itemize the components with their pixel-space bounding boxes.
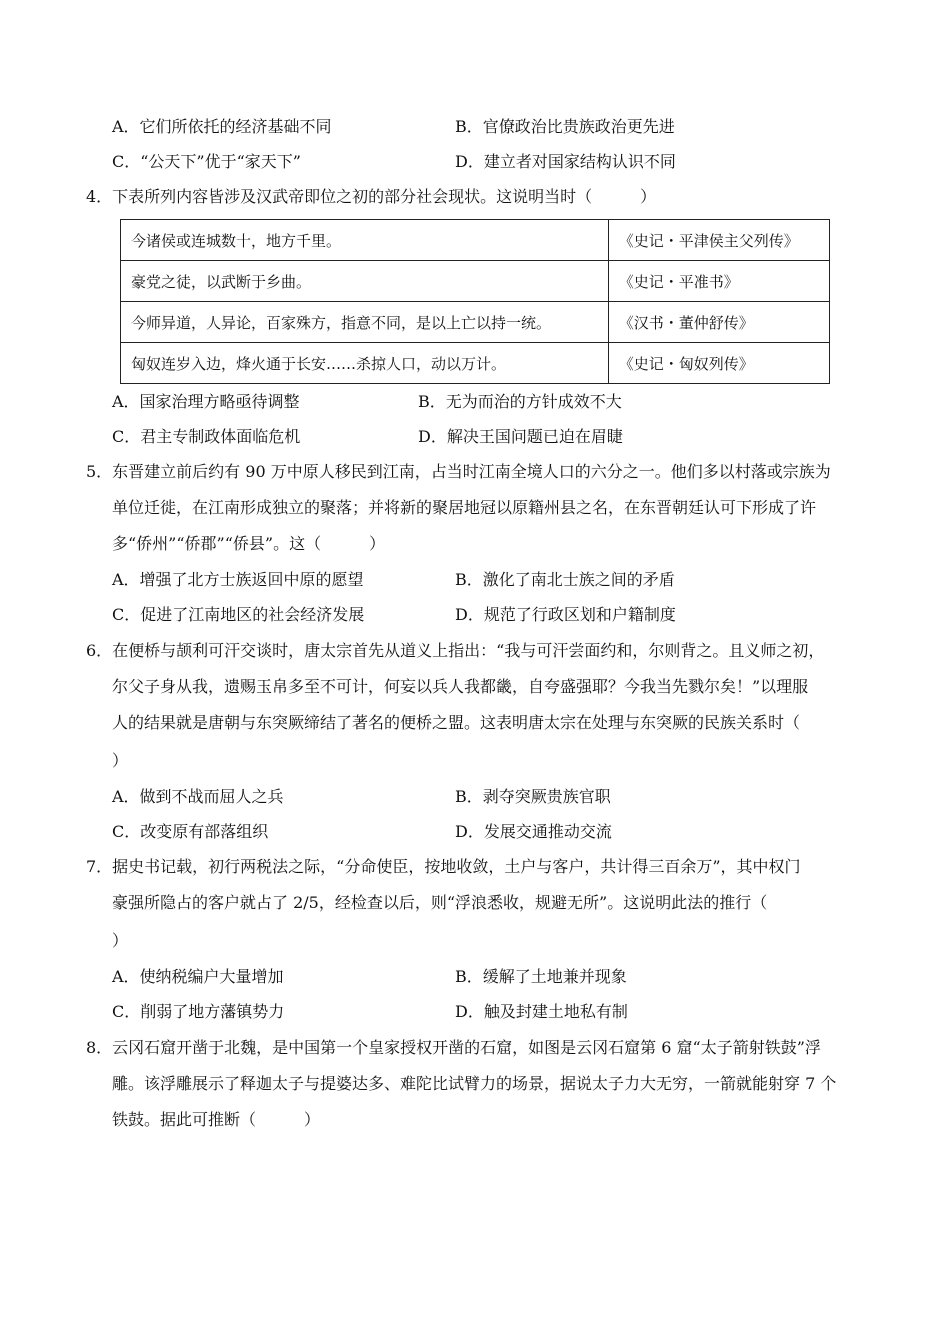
q6-option-a: A．做到不战而屈人之兵 <box>112 787 284 806</box>
q5-option-a: A．增强了北方士族返回中原的愿望 <box>112 570 364 589</box>
table-cell-source: 《汉书・董仲舒传》 <box>608 302 829 343</box>
q7-option-a: A．使纳税编户大量增加 <box>112 967 284 986</box>
q3-option-c: C．“公天下”优于“家天下” <box>112 152 301 171</box>
q4-option-a: A．国家治理方略亟待调整 <box>112 392 300 411</box>
q4-stem: 4．下表所列内容皆涉及汉武帝即位之初的部分社会现状。这说明当时（ ） <box>86 187 657 206</box>
q6-stem-line: 人的结果就是唐朝与东突厥缔结了著名的便桥之盟。这表明唐太宗在处理与东突厥的民族关系时（ <box>112 713 801 732</box>
q6-option-b: B．剥夺突厥贵族官职 <box>455 787 611 806</box>
table-cell-text: 匈奴连岁入边，烽火通于长安……杀掠人口，动以万计。 <box>121 343 609 384</box>
table-row <box>121 261 830 302</box>
q6-stem-line: ） <box>112 751 129 770</box>
table-cell-source: 《史记・平津侯主父列传》 <box>608 220 829 261</box>
q8-stem-line: 8．云冈石窟开凿于北魏，是中国第一个皇家授权开凿的石窟，如图是云冈石窟第 6 窟“太子箭射铁鼓”浮 <box>86 1038 821 1057</box>
q7-stem-line: 7．据史书记载，初行两税法之际，“分命使臣，按地收敛，土户与客户，共计得三百余万”，其中权门 <box>86 857 801 876</box>
q3-option-d: D．建立者对国家结构认识不同 <box>455 152 676 171</box>
q5-stem-line: 5．东晋建立前后约有 90 万中原人移民到江南，占当时江南全境人口的六分之一。他们多以村落或宗族为 <box>86 462 831 481</box>
q7-stem-line: ） <box>112 931 129 950</box>
q7-option-d: D．触及封建土地私有制 <box>455 1002 628 1021</box>
q5-option-d: D．规范了行政区划和户籍制度 <box>455 605 676 624</box>
q3-option-b: B．官僚政治比贵族政治更先进 <box>455 117 675 136</box>
q4-option-d: D．解决王国问题已迫在眉睫 <box>418 427 623 446</box>
q7-option-b: B．缓解了土地兼并现象 <box>455 967 627 986</box>
q6-stem-line: 尔父子身从我，遗赐玉帛多至不可计，何妄以兵人我都畿，自夸盛强耶？今我当先戮尔矣！”以理服 <box>112 677 809 696</box>
q5-option-c: C．促进了江南地区的社会经济发展 <box>112 605 365 624</box>
table-row <box>121 343 830 384</box>
q6-stem-line: 6．在便桥与颉利可汗交谈时，唐太宗首先从道义上指出：“我与可汗尝面约和，尔则背之。且义师之初， <box>86 641 825 660</box>
q8-stem-line: 铁鼓。据此可推断（ ） <box>112 1110 321 1129</box>
q8-stem-line: 雕。该浮雕展示了释迦太子与提婆达多、难陀比试臂力的场景，据说太子力大无穷，一箭就能射穿 7 个 <box>112 1074 837 1093</box>
q6-option-d: D．发展交通推动交流 <box>455 822 612 841</box>
q6-option-c: C．改变原有部落组织 <box>112 822 269 841</box>
table-cell-text: 今师异道，人异论，百家殊方，指意不同，是以上亡以持一统。 <box>121 302 609 343</box>
q5-stem-line: 单位迁徙，在江南形成独立的聚落；并将新的聚居地冠以原籍州县之名，在东晋朝廷认可下形成了许 <box>112 498 817 517</box>
q5-option-b: B．激化了南北士族之间的矛盾 <box>455 570 675 589</box>
q7-stem-line: 豪强所隐占的客户就占了 2/5，经检查以后，则“浮浪悉收，规避无所”。这说明此法的推行（ <box>112 893 768 912</box>
table-cell-source: 《史记・平准书》 <box>608 261 829 302</box>
table-cell-text: 今诸侯或连城数十，地方千里。 <box>121 220 609 261</box>
q4-option-b: B．无为而治的方针成效不大 <box>418 392 622 411</box>
table-row <box>121 220 830 261</box>
q4-source-table <box>120 219 830 384</box>
table-row <box>121 302 830 343</box>
table-cell-text: 豪党之徒，以武断于乡曲。 <box>121 261 609 302</box>
q3-option-a: A．它们所依托的经济基础不同 <box>112 117 332 136</box>
q5-stem-line: 多“侨州”“侨郡”“侨县”。这（ ） <box>112 534 386 553</box>
q4-option-c: C．君主专制政体面临危机 <box>112 427 301 446</box>
q7-option-c: C．削弱了地方藩镇势力 <box>112 1002 285 1021</box>
table-cell-source: 《史记・匈奴列传》 <box>608 343 829 384</box>
